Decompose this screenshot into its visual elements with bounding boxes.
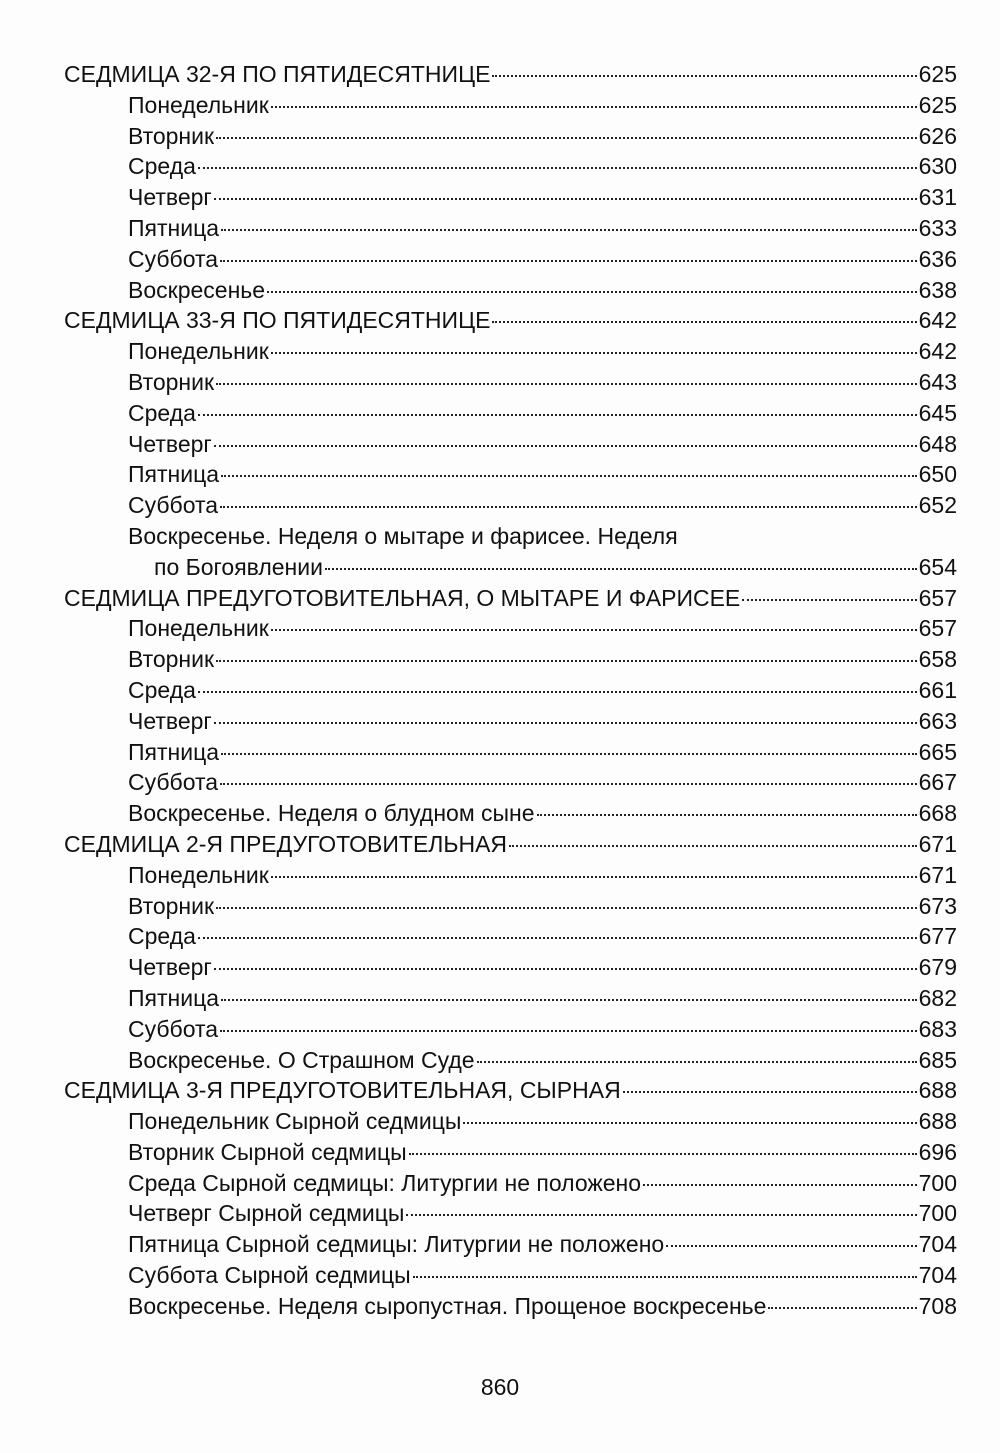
toc-entry bbox=[64, 182, 957, 213]
dot-leader bbox=[214, 722, 917, 724]
toc-entry-label: Среда bbox=[128, 153, 196, 180]
toc-entry-page: 648 bbox=[918, 430, 957, 457]
toc-entry-page: 667 bbox=[918, 769, 957, 796]
dot-leader bbox=[198, 937, 917, 939]
dot-leader bbox=[221, 229, 917, 231]
toc-entry bbox=[64, 429, 957, 460]
toc-entry-page: 671 bbox=[918, 830, 957, 857]
toc-entry-label: Среда bbox=[128, 399, 196, 426]
toc-section-heading bbox=[64, 829, 957, 860]
dot-leader bbox=[216, 660, 917, 662]
dot-leader bbox=[221, 475, 917, 477]
toc-entry-label: СЕДМИЦА ПРЕДУГОТОВИТЕЛЬНАЯ, О МЫТАРЕ И ФАРИСЕЕ bbox=[64, 584, 741, 611]
toc-entry-label: Вторник bbox=[128, 368, 215, 395]
dot-leader bbox=[413, 1276, 917, 1278]
toc-entry-page: 633 bbox=[918, 214, 957, 241]
toc-entry-label: Вторник bbox=[128, 892, 215, 919]
toc-entry-label: Суббота Сырной седмицы bbox=[128, 1262, 411, 1289]
toc-entry-page: 688 bbox=[918, 1077, 957, 1104]
toc-entry-label: Суббота bbox=[128, 492, 219, 519]
toc-entry-page: 682 bbox=[918, 984, 957, 1011]
toc-entry-label: Воскресенье bbox=[128, 276, 266, 303]
toc-entry bbox=[64, 121, 957, 152]
toc-entry-label: Понедельник bbox=[128, 91, 269, 118]
toc-entry-label: Среда Сырной седмицы: Литургии не положено bbox=[128, 1169, 642, 1196]
toc-entry-label: Воскресенье. Неделя о мытаре и фарисее. Неделя bbox=[128, 522, 678, 549]
toc-entry bbox=[64, 398, 957, 429]
toc-entry bbox=[64, 552, 957, 583]
toc-entry-page: 668 bbox=[918, 800, 957, 827]
toc-entry-label: Четверг bbox=[128, 430, 212, 457]
toc-entry bbox=[64, 1045, 957, 1076]
toc-entry bbox=[64, 860, 957, 891]
toc-section-heading bbox=[64, 59, 957, 90]
toc-entry-label: Суббота bbox=[128, 1015, 219, 1042]
toc-entry-page: 685 bbox=[918, 1046, 957, 1073]
dot-leader bbox=[216, 137, 917, 139]
dot-leader bbox=[271, 629, 917, 631]
toc-entry-page: 645 bbox=[918, 399, 957, 426]
toc-entry bbox=[64, 1260, 957, 1291]
toc-entry-page: 688 bbox=[918, 1108, 957, 1135]
dot-leader bbox=[477, 1061, 917, 1063]
dot-leader bbox=[271, 876, 917, 878]
toc-entry bbox=[64, 1137, 957, 1168]
toc-entry-page: 658 bbox=[918, 646, 957, 673]
toc-entry-page: 671 bbox=[918, 861, 957, 888]
toc-entry-page: 661 bbox=[918, 676, 957, 703]
toc-entry-page: 625 bbox=[918, 91, 957, 118]
toc-entry bbox=[64, 983, 957, 1014]
toc-entry-page: 708 bbox=[918, 1292, 957, 1319]
toc-entry-label: Пятница bbox=[128, 461, 220, 488]
dot-leader bbox=[220, 260, 917, 262]
toc-entry-label: Пятница bbox=[128, 214, 220, 241]
dot-leader bbox=[220, 1030, 917, 1032]
toc-entry-label: СЕДМИЦА 2-Я ПРЕДУГОТОВИТЕЛЬНАЯ bbox=[64, 830, 508, 857]
toc-entry bbox=[64, 459, 957, 490]
toc-entry bbox=[64, 706, 957, 737]
toc-entry bbox=[64, 1106, 957, 1137]
toc-entry-label: Пятница Сырной седмицы: Литургии не положено bbox=[128, 1231, 665, 1258]
toc-entry-page: 663 bbox=[918, 707, 957, 734]
toc-entry-label: Суббота bbox=[128, 245, 219, 272]
toc-entry bbox=[64, 336, 957, 367]
toc-entry-label: Четверг bbox=[128, 707, 212, 734]
toc-entry bbox=[64, 1198, 957, 1229]
toc-entry-page: 683 bbox=[918, 1015, 957, 1042]
toc-entry bbox=[64, 891, 957, 922]
toc-entry-label: Понедельник bbox=[128, 861, 269, 888]
toc-section-heading bbox=[64, 305, 957, 336]
toc-entry bbox=[64, 798, 957, 829]
dot-leader bbox=[537, 814, 917, 816]
toc-entry-page: 704 bbox=[918, 1231, 957, 1258]
toc-entry-label: Воскресенье. Неделя о блудном сыне bbox=[128, 800, 535, 827]
toc-entry-label: Вторник bbox=[128, 122, 215, 149]
toc-entry-page: 677 bbox=[918, 923, 957, 950]
toc-entry-label: Среда bbox=[128, 676, 196, 703]
toc-entry-label: Пятница bbox=[128, 738, 220, 765]
dot-leader bbox=[221, 753, 917, 755]
toc-entry bbox=[64, 767, 957, 798]
toc-entry-label: Воскресенье. Неделя сыропустная. Прощеное воскресенье bbox=[128, 1292, 767, 1319]
toc-entry-page: 652 bbox=[918, 492, 957, 519]
toc-entry-page: 654 bbox=[918, 553, 957, 580]
dot-leader bbox=[198, 167, 917, 169]
toc-entry-label: по Богоявлении bbox=[154, 553, 323, 580]
toc-entry-page: 626 bbox=[918, 122, 957, 149]
toc-entry bbox=[64, 1168, 957, 1199]
toc-entry bbox=[64, 613, 957, 644]
toc-entry bbox=[64, 275, 957, 306]
dot-leader bbox=[271, 352, 917, 354]
toc-entry-page: 625 bbox=[918, 61, 957, 87]
table-of-contents bbox=[64, 59, 957, 1322]
toc-entry bbox=[64, 921, 957, 952]
toc-entry-label: СЕДМИЦА 32-Я ПО ПЯТИДЕСЯТНИЦЕ bbox=[64, 61, 491, 87]
toc-entry bbox=[64, 644, 957, 675]
toc-entry bbox=[64, 737, 957, 768]
dot-leader bbox=[509, 845, 917, 847]
dot-leader bbox=[220, 506, 917, 508]
dot-leader bbox=[271, 106, 917, 108]
dot-leader bbox=[643, 1184, 917, 1186]
dot-leader bbox=[220, 783, 917, 785]
toc-section-heading bbox=[64, 583, 957, 614]
toc-entry-page: 638 bbox=[918, 276, 957, 303]
toc-entry-page: 650 bbox=[918, 461, 957, 488]
toc-entry-label: Понедельник Сырной седмицы bbox=[128, 1108, 462, 1135]
toc-entry-label: СЕДМИЦА 3-Я ПРЕДУГОТОВИТЕЛЬНАЯ, СЫРНАЯ bbox=[64, 1077, 621, 1104]
toc-entry-label: Пятница bbox=[128, 984, 220, 1011]
dot-leader bbox=[623, 1091, 917, 1093]
dot-leader bbox=[325, 568, 917, 570]
toc-entry-page: 631 bbox=[918, 184, 957, 211]
toc-entry-label: Воскресенье. О Страшном Суде bbox=[128, 1046, 475, 1073]
dot-leader bbox=[221, 999, 917, 1001]
toc-entry-label: Понедельник bbox=[128, 615, 269, 642]
dot-leader bbox=[214, 445, 917, 447]
toc-entry-page: 696 bbox=[918, 1138, 957, 1165]
toc-entry bbox=[64, 1014, 957, 1045]
dot-leader bbox=[463, 1122, 916, 1124]
toc-entry-label: Четверг bbox=[128, 184, 212, 211]
dot-leader bbox=[214, 968, 917, 970]
toc-entry-page: 642 bbox=[918, 307, 957, 334]
dot-leader bbox=[742, 599, 916, 601]
dot-leader bbox=[492, 321, 916, 323]
dot-leader bbox=[198, 691, 917, 693]
toc-entry-page: 704 bbox=[918, 1262, 957, 1289]
toc-entry bbox=[64, 90, 957, 121]
toc-entry bbox=[64, 1291, 957, 1322]
toc-entry-label: СЕДМИЦА 33-Я ПО ПЯТИДЕСЯТНИЦЕ bbox=[64, 307, 491, 334]
toc-entry-page: 700 bbox=[918, 1169, 957, 1196]
toc-entry-page: 642 bbox=[918, 338, 957, 365]
dot-leader bbox=[768, 1307, 916, 1309]
toc-entry-page: 679 bbox=[918, 954, 957, 981]
dot-leader bbox=[216, 907, 917, 909]
toc-entry bbox=[64, 952, 957, 983]
toc-entry bbox=[64, 151, 957, 182]
toc-entry-label: Понедельник bbox=[128, 338, 269, 365]
toc-entry-label: Четверг bbox=[128, 954, 212, 981]
toc-entry-page: 657 bbox=[918, 615, 957, 642]
toc-section-heading bbox=[64, 1075, 957, 1106]
toc-entry bbox=[64, 521, 957, 552]
toc-entry-page: 657 bbox=[918, 584, 957, 611]
toc-entry bbox=[64, 1229, 957, 1260]
dot-leader bbox=[406, 1214, 916, 1216]
toc-entry bbox=[64, 244, 957, 275]
dot-leader bbox=[492, 75, 916, 77]
toc-entry-page: 665 bbox=[918, 738, 957, 765]
toc-entry bbox=[64, 213, 957, 244]
dot-leader bbox=[198, 414, 917, 416]
toc-entry-page: 636 bbox=[918, 245, 957, 272]
toc-entry-label: Вторник bbox=[128, 646, 215, 673]
dot-leader bbox=[267, 291, 917, 293]
toc-entry bbox=[64, 675, 957, 706]
toc-entry-page: 643 bbox=[918, 368, 957, 395]
page-number: 860 bbox=[480, 1374, 520, 1400]
toc-entry-label: Четверг Сырной седмицы bbox=[128, 1200, 405, 1227]
toc-entry-label: Суббота bbox=[128, 769, 219, 796]
toc-entry bbox=[64, 367, 957, 398]
dot-leader bbox=[409, 1153, 917, 1155]
toc-entry-label: Вторник Сырной седмицы bbox=[128, 1138, 407, 1165]
dot-leader bbox=[666, 1245, 916, 1247]
toc-entry-page: 630 bbox=[918, 153, 957, 180]
dot-leader bbox=[216, 383, 917, 385]
toc-entry-label: Среда bbox=[128, 923, 196, 950]
toc-entry bbox=[64, 490, 957, 521]
dot-leader bbox=[214, 198, 917, 200]
toc-entry-page: 700 bbox=[918, 1200, 957, 1227]
toc-entry-page: 673 bbox=[918, 892, 957, 919]
